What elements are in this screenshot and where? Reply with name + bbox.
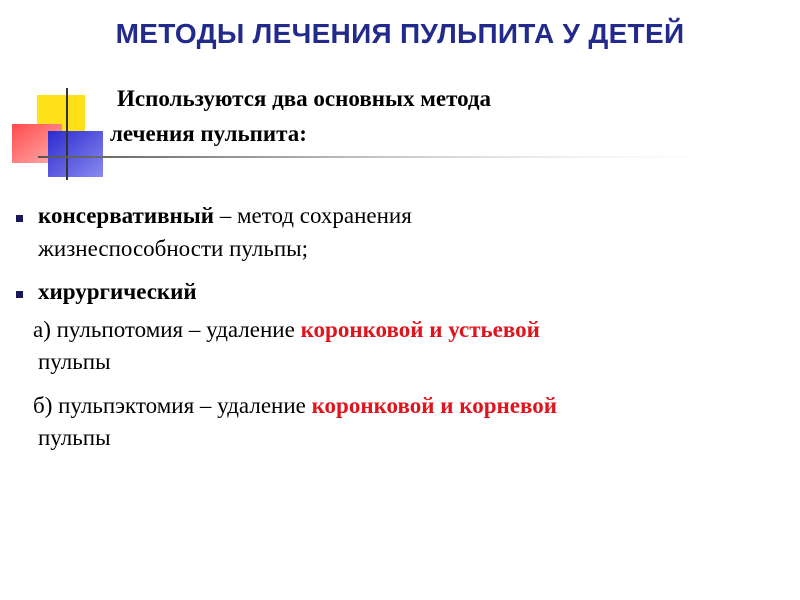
term-conservative: консервативный — [38, 203, 214, 228]
horizontal-rule — [38, 156, 768, 158]
pulpectomy-prefix: б) пульпэктомия – удаление — [33, 393, 312, 418]
intro-line-1: Используются два основных метода — [117, 86, 492, 111]
pulpotomy-prefix: а) пульпотомия – удаление — [33, 317, 301, 342]
sub-item-pulpotomy-cont: пульпы — [38, 349, 111, 374]
sub-item-pulpectomy-cont: пульпы — [38, 425, 111, 450]
list-item-conservative — [38, 199, 412, 233]
intro-line-2: лечения пульпита: — [110, 121, 307, 146]
pulpectomy-highlight: коронковой и корневой — [311, 393, 557, 418]
pulpotomy-highlight: коронковой и устьевой — [300, 317, 540, 342]
sub-item-pulpectomy — [33, 389, 557, 423]
list-item-conservative-cont: жизнеспособности пульпы; — [38, 236, 308, 261]
blue-square — [48, 131, 103, 177]
slide-title: МЕТОДЫ ЛЕЧЕНИЯ ПУЛЬПИТА У ДЕТЕЙ — [115, 18, 685, 49]
bullet-icon — [16, 215, 23, 222]
description-conservative: – метод сохранения — [213, 203, 412, 228]
sub-item-pulpotomy — [33, 313, 540, 347]
list-item-surgical — [38, 275, 197, 309]
term-surgical: хирургический — [38, 279, 197, 304]
bullet-icon — [16, 291, 23, 298]
